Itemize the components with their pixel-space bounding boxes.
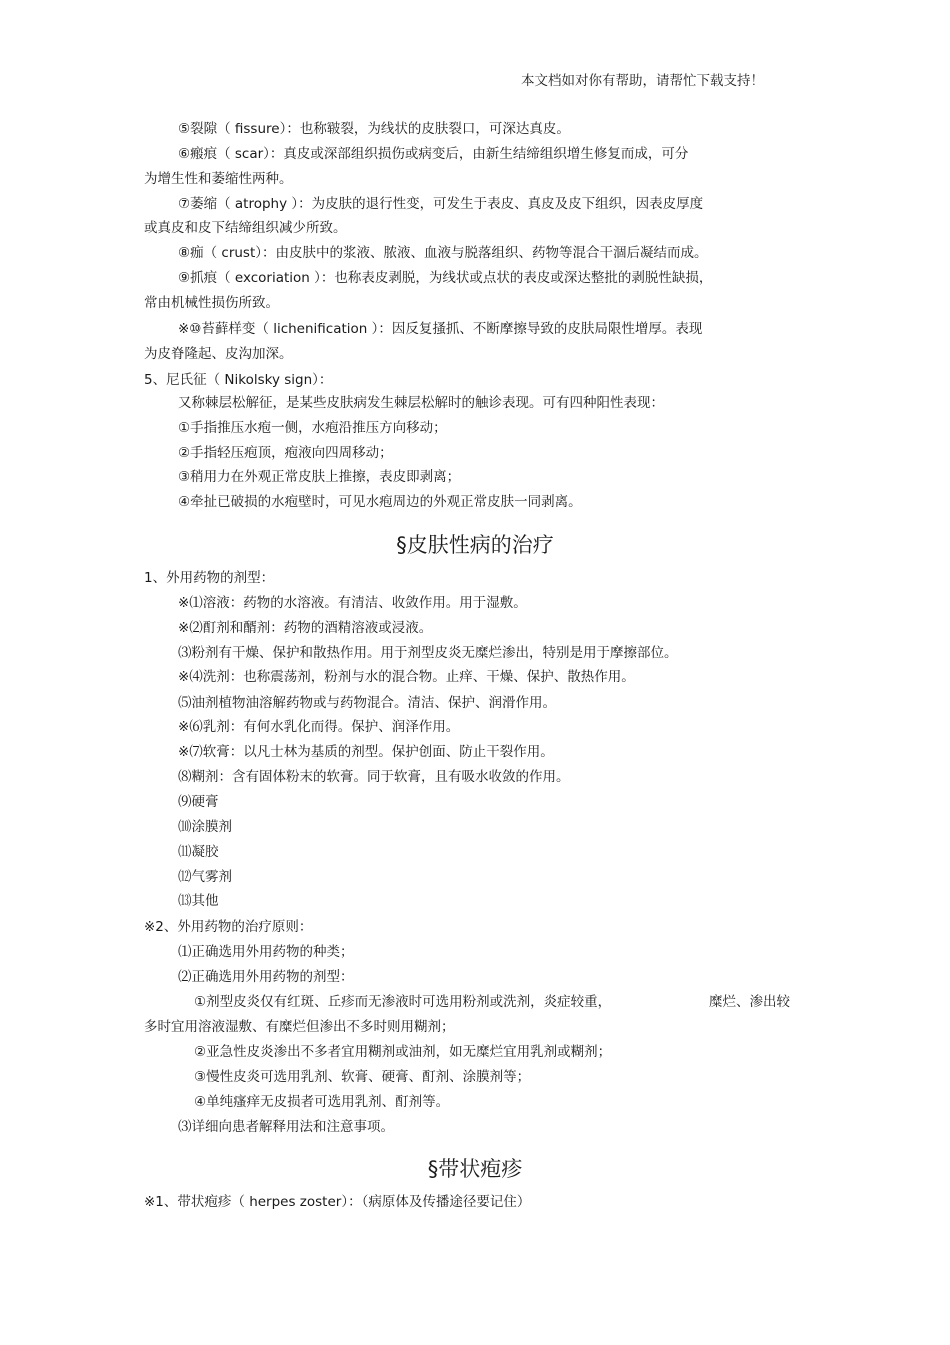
text-line: ⑧痂（ crust）：由皮肤中的浆液、脓液、血液与脱落组织、药物等混合干涸后凝结而成。 — [178, 245, 708, 261]
text-line: 或真皮和皮下结缔组织减少所致。 — [144, 220, 347, 236]
text-line: 又称棘层松解征，是某些皮肤病发生棘层松解时的触诊表现。可有四种阳性表现： — [178, 395, 664, 411]
text-line: ⑿气雾剂 — [178, 869, 232, 885]
page-header-note: 本文档如对你有帮助，请帮忙下载支持！ — [521, 73, 764, 89]
text-line: ③稍用力在外观正常皮肤上推擦，表皮即剥离； — [178, 469, 461, 485]
text-line: 多时宜用溶液湿敷、有糜烂但渗出不多时则用糊剂； — [144, 1019, 455, 1035]
section-item-title: ※1、带状疱疹（ herpes zoster）：（病原体及传播途径要记住） — [144, 1194, 531, 1210]
text-line: ⑸油剂植物油溶解药物或与药物混合。清洁、保护、润滑作用。 — [178, 695, 556, 711]
text-line: ④单纯瘙痒无皮损者可选用乳剂、酊剂等。 — [194, 1094, 450, 1110]
text-line: ※⑩苔藓样变（ lichenification ）：因反复搔抓、不断摩擦导致的皮肤局限性增厚。表现 — [178, 321, 703, 337]
text-line: ⑥瘢痕（ scar）：真皮或深部组织损伤或病变后，由新生结缔组织增生修复而成，可分 — [178, 146, 689, 162]
text-line: ⑾凝胶 — [178, 844, 219, 860]
text-line: ②亚急性皮炎渗出不多者宜用糊剂或油剂，如无糜烂宜用乳剂或糊剂； — [194, 1044, 612, 1060]
text-line: ※⑵酊剂和醑剂：药物的酒精溶液或浸液。 — [178, 620, 433, 636]
text-line: ⑻糊剂：含有固体粉末的软膏。同于软膏，且有吸水收敛的作用。 — [178, 769, 570, 785]
section-item-title: ※2、外用药物的治疗原则： — [144, 919, 313, 935]
text-line: 常由机械性损伤所致。 — [144, 295, 279, 311]
text-line: ⑤裂隙（ fissure）：也称皲裂，为线状的皮肤裂口，可深达真皮。 — [178, 121, 570, 137]
text-line: ⑵正确选用外用药物的剂型： — [178, 969, 354, 985]
section-heading-treatment: §皮肤性病的治疗 — [396, 533, 554, 557]
text-line: ※⑷洗剂：也称震荡剂，粉剂与水的混合物。止痒、干燥、保护、散热作用。 — [178, 669, 635, 685]
text-line: ④牵扯已破损的水疱壁时，可见水疱周边的外观正常皮肤一同剥离。 — [178, 494, 582, 510]
text-line: ⑶详细向患者解释用法和注意事项。 — [178, 1119, 394, 1135]
text-line: 糜烂、渗出较 — [709, 994, 790, 1010]
text-line: ③慢性皮炎可选用乳剂、软膏、硬膏、酊剂、涂膜剂等； — [194, 1069, 531, 1085]
text-line: ⑶粉剂有干燥、保护和散热作用。用于剂型皮炎无糜烂渗出，特别是用于摩擦部位。 — [178, 645, 678, 661]
text-line: ⑦萎缩（ atrophy ）：为皮肤的退行性变，可发生于表皮、真皮及皮下组织，因表皮厚度 — [178, 196, 704, 212]
section-item-title: 1、外用药物的剂型： — [144, 570, 275, 586]
text-line: ※⑴溶液：药物的水溶液。有清洁、收敛作用。用于湿敷。 — [178, 595, 527, 611]
text-line: ⑽涂膜剂 — [178, 819, 232, 835]
text-line: ⒀其他 — [178, 893, 219, 909]
text-line: ※⑹乳剂：有何水乳化而得。保护、润泽作用。 — [178, 719, 460, 735]
text-line: ①手指推压水疱一侧，水疱沿推压方向移动； — [178, 420, 447, 436]
text-line: ①剂型皮炎仅有红斑、丘疹而无渗液时可选用粉剂或洗剂，炎症较重， — [194, 994, 612, 1010]
text-line: 为皮脊隆起、皮沟加深。 — [144, 346, 293, 362]
section-heading-herpes-zoster: §带状疱疹 — [427, 1157, 523, 1181]
text-line: ⑴正确选用外用药物的种类； — [178, 944, 354, 960]
text-line: ⑨抓痕（ excoriation ）：也称表皮剥脱，为线状或点状的表皮或深达整批的剥脱性缺损， — [178, 270, 713, 286]
text-line: 为增生性和萎缩性两种。 — [144, 171, 293, 187]
text-line: ⑼硬膏 — [178, 794, 219, 810]
text-line: ※⑺软膏：以凡士林为基质的剂型。保护创面、防止干裂作用。 — [178, 744, 554, 760]
section-item-title: 5、尼氏征（ Nikolsky sign）： — [144, 372, 333, 388]
text-line: ②手指轻压疱顶，疱液向四周移动； — [178, 445, 393, 461]
